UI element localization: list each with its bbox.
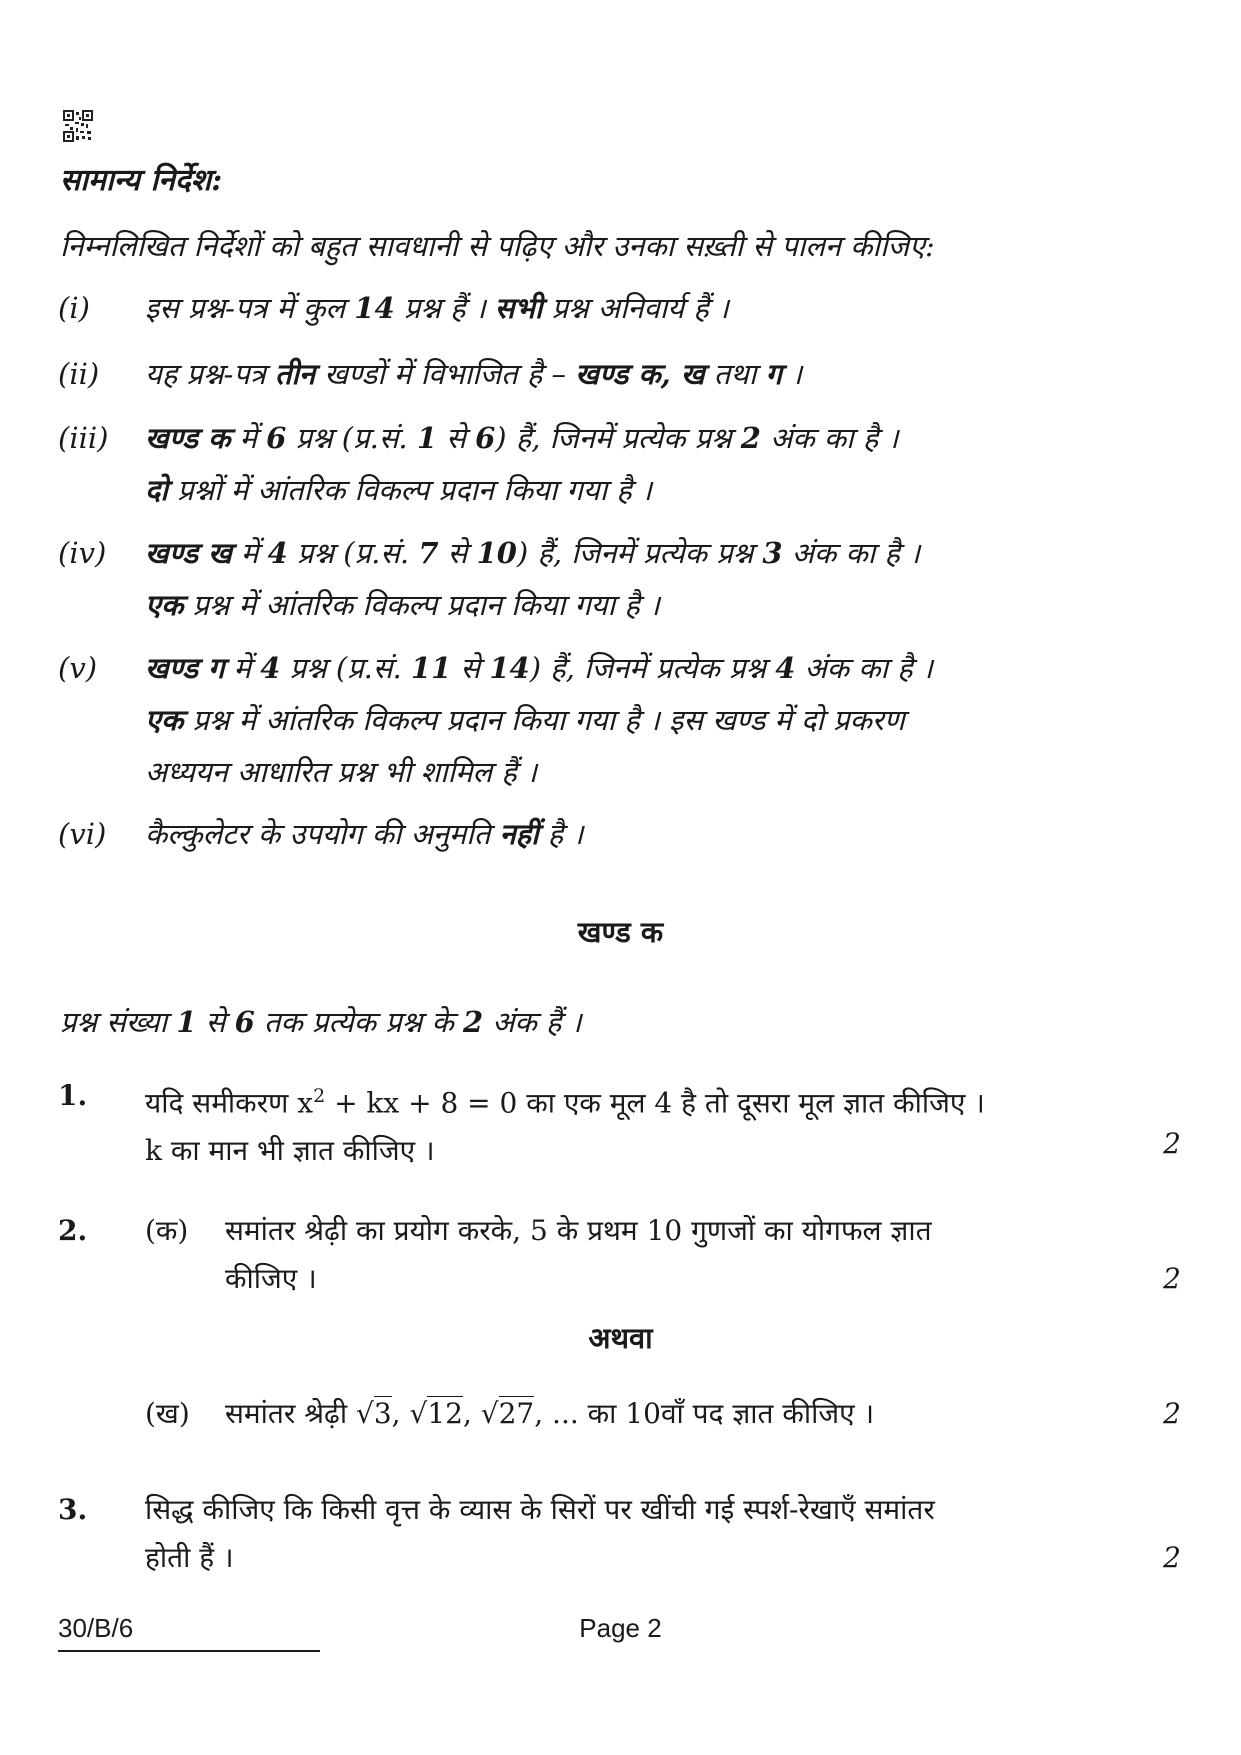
text: तीन <box>274 357 316 391</box>
text: 10 <box>476 536 517 570</box>
text: 4 <box>260 651 281 685</box>
text: से <box>196 1005 235 1039</box>
superscript: 2 <box>313 1085 326 1107</box>
text: नहीं <box>499 817 539 851</box>
text: 7 <box>418 536 439 570</box>
text: ) हैं, जिनमें प्रत्येक प्रश्न <box>516 536 763 570</box>
text: से <box>438 536 477 570</box>
text: समांतर श्रेढ़ी <box>225 1397 356 1430</box>
option-label: (ख) <box>145 1397 190 1430</box>
text: खण्ड ख <box>145 536 232 570</box>
option-label: (क) <box>145 1214 189 1247</box>
footer-rule <box>58 1650 320 1652</box>
item-number: (i) <box>58 291 90 325</box>
question-2b: समांतर श्रेढ़ी √3, √12, √27, ... का 10वाँ पद ज्ञात कीजिए । <box>225 1397 875 1430</box>
marks: 2 <box>1163 1262 1181 1295</box>
sqrt-27: √27 <box>480 1397 535 1430</box>
text: यदि समीकरण x <box>145 1086 314 1120</box>
question-2a <box>225 1207 1130 1303</box>
section-title: खण्ड क <box>577 915 664 949</box>
text: 4 <box>267 536 288 570</box>
question-number: 1. <box>58 1079 88 1112</box>
marks: 2 <box>1163 1397 1181 1430</box>
text: खण्डों में विभाजित है – <box>315 357 576 391</box>
text: एक <box>145 703 184 737</box>
text: प्रश्नों में आंतरिक विकल्प प्रदान किया गया है । <box>167 473 653 507</box>
text: ) हैं, जिनमें प्रत्येक प्रश्न <box>495 421 741 455</box>
text: है । <box>538 817 584 851</box>
text: 2 <box>462 1005 484 1039</box>
marks: 2 <box>1163 1127 1181 1160</box>
question-3 <box>145 1486 1130 1582</box>
line <box>145 1072 1130 1127</box>
text: अंक का है । <box>795 651 933 685</box>
text: प्रश्न हैं । <box>394 291 495 325</box>
line: k का मान भी ज्ञात कीजिए । <box>145 1134 435 1168</box>
text: इस प्रश्न-पत्र में कुल <box>145 291 355 325</box>
sqrt-3: √3 <box>355 1397 392 1430</box>
text: प्रश्न संख्या <box>60 1005 177 1039</box>
text: 3 <box>762 536 783 570</box>
text: 2 <box>740 421 761 455</box>
text: प्रश्न में आंतरिक विकल्प प्रदान किया गया है । <box>183 588 660 622</box>
question-1 <box>145 1072 1130 1175</box>
text: प्रश्न (प्र.सं. <box>286 421 417 455</box>
text: ग <box>765 357 782 391</box>
qr-code-icon <box>63 110 93 142</box>
instruction-item-1 <box>145 282 1130 334</box>
instruction-item-5 <box>145 642 1130 798</box>
text: खण्ड क, ख <box>575 357 705 391</box>
line <box>145 579 1130 631</box>
section-instruction <box>60 996 582 1048</box>
text: तक प्रत्येक प्रश्न के <box>254 1005 463 1039</box>
text: अंक का है । <box>782 536 921 570</box>
text: प्रश्न में आंतरिक विकल्प प्रदान किया गया है । इस खण्ड में दो प्रकरण <box>183 703 905 737</box>
line: समांतर श्रेढ़ी का प्रयोग करके, 5 के प्रथम 10 गुणजों का योगफल ज्ञात <box>225 1214 932 1247</box>
line: कीजिए । <box>225 1262 317 1295</box>
question-number: 3. <box>58 1493 88 1526</box>
text: प्रश्न (प्र.सं. <box>287 536 419 570</box>
text: 1 <box>176 1005 197 1039</box>
radicand: 27 <box>498 1397 535 1430</box>
text: से <box>451 651 490 685</box>
text: प्रश्न (प्र.सं. <box>280 651 411 685</box>
text: 6 <box>266 421 287 455</box>
text: । <box>781 357 803 391</box>
text: खण्ड ग <box>145 651 225 685</box>
or-label: अथवा <box>588 1321 653 1355</box>
text: में <box>224 651 261 685</box>
question-number: 2. <box>58 1214 88 1247</box>
item-number: (vi) <box>58 817 107 851</box>
text: + kx + 8 = 0 का एक मूल 4 है तो दूसरा मूल ज्ञात कीजिए । <box>325 1086 985 1120</box>
line <box>145 527 1130 579</box>
text: 6 <box>475 421 496 455</box>
radicand: 12 <box>427 1397 463 1430</box>
text: सभी <box>494 291 543 325</box>
text: 4 <box>775 651 796 685</box>
text: अंक का है । <box>760 421 899 455</box>
text: कैल्कुलेटर के उपयोग की अनुमति <box>145 817 500 851</box>
marks: 2 <box>1163 1541 1181 1574</box>
item-number: (iii) <box>58 421 109 455</box>
text: में <box>230 421 267 455</box>
text: से <box>437 421 476 455</box>
text: 1 <box>416 421 438 455</box>
instruction-item-2 <box>145 348 1130 400</box>
instruction-item-4 <box>145 527 1130 631</box>
radicand: 3 <box>373 1397 392 1430</box>
text: यह प्रश्न-पत्र <box>145 357 275 391</box>
text: दो <box>145 473 168 507</box>
item-number: (iv) <box>58 536 107 570</box>
line: सिद्ध कीजिए कि किसी वृत्त के व्यास के सिरों पर खींची गई स्पर्श-रेखाएँ समांतर <box>145 1493 935 1526</box>
line: अध्ययन आधारित प्रश्न भी शामिल हैं । <box>145 755 538 789</box>
instructions-intro: निम्नलिखित निर्देशों को बहुत सावधानी से पढ़िए और उनका सख़्ती से पालन कीजिए: <box>60 229 935 263</box>
text: तथा <box>704 357 766 391</box>
line: होती हैं । <box>145 1541 234 1574</box>
text: ) हैं, जिनमें प्रत्येक प्रश्न <box>529 651 776 685</box>
text: 11 <box>410 651 452 685</box>
instruction-item-6 <box>145 808 1130 860</box>
text: खण्ड क <box>145 421 231 455</box>
text: प्रश्न अनिवार्य हैं । <box>542 291 729 325</box>
instruction-item-3 <box>145 412 1130 516</box>
paper-code: 30/B/6 <box>58 1613 134 1643</box>
text: 14 <box>354 291 395 325</box>
item-number: (ii) <box>58 357 100 391</box>
page-number: Page 2 <box>579 1613 662 1643</box>
text: में <box>231 536 268 570</box>
text: 14 <box>489 651 530 685</box>
instructions-heading: सामान्य निर्देश: <box>60 163 223 198</box>
text: अंक हैं । <box>483 1005 582 1039</box>
item-number: (v) <box>58 651 98 685</box>
line <box>145 464 1130 516</box>
text: , ... का 10वाँ पद ज्ञात कीजिए । <box>534 1397 875 1430</box>
line <box>145 694 1130 746</box>
text: 6 <box>234 1005 255 1039</box>
line <box>145 412 1130 464</box>
text: एक <box>145 588 184 622</box>
sqrt-12: √12 <box>409 1397 463 1430</box>
line <box>145 642 1130 694</box>
